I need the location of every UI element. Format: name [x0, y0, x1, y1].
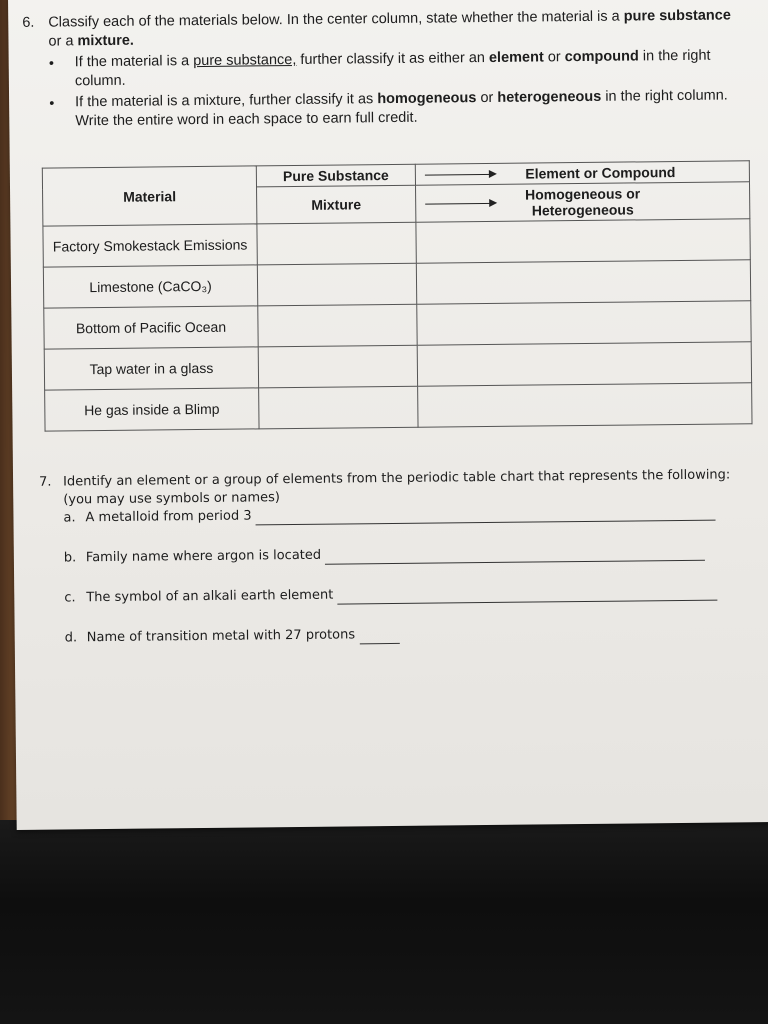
material-cell: Limestone (CaCO₃): [43, 265, 257, 308]
table-row: [45, 383, 752, 431]
sub-question-d: d. Name of transition metal with 27 protons: [65, 622, 761, 647]
header-material: Material: [42, 166, 257, 226]
classification-answer-cell[interactable]: [258, 304, 417, 347]
header-mixture: Mixture: [257, 185, 416, 224]
material-cell: Factory Smokestack Emissions: [43, 224, 257, 267]
subclassification-answer-cell[interactable]: [417, 301, 751, 345]
question-number: 7.: [39, 474, 52, 490]
sub-question-b: b. Family name where argon is located: [64, 542, 760, 567]
classification-table: [42, 160, 753, 431]
question-7-prompt: Identify an element or a group of elements from the periodic table chart that represents the following: (you may use symbols or names): [63, 467, 731, 508]
sub-question-a: a. A metalloid from period 3: [63, 502, 759, 527]
material-cell: He gas inside a Blimp: [45, 388, 259, 431]
header-element-or-compound: Element or Compound: [415, 161, 749, 185]
answer-line[interactable]: [256, 508, 716, 526]
answer-line[interactable]: [325, 548, 705, 565]
worksheet-page: [8, 0, 768, 830]
question-7: [39, 466, 761, 648]
classification-answer-cell[interactable]: [259, 386, 418, 429]
question-6-intro: Classify each of the materials below. In the center column, state whether the material is a pure substance or a mixture.: [48, 7, 731, 50]
header-homogeneous-heterogeneous: Homogeneous or Heterogeneous: [416, 182, 750, 222]
subclassification-answer-cell[interactable]: [417, 342, 751, 386]
classification-answer-cell[interactable]: [258, 345, 417, 388]
subclassification-answer-cell[interactable]: [418, 383, 752, 427]
sub-question-c: c. The symbol of an alkali earth element: [64, 582, 760, 607]
question-6: [22, 6, 743, 134]
classification-answer-cell[interactable]: [257, 222, 416, 265]
question-number: 6.: [22, 14, 35, 31]
background-bottom: [0, 820, 768, 1024]
material-cell: Bottom of Pacific Ocean: [44, 306, 258, 349]
instruction-item: ● If the material is a mixture, further classify it as homogeneous or heterogeneous in the right column. Write the entire word in each space to earn full credit.: [49, 86, 743, 131]
answer-line[interactable]: [359, 631, 399, 644]
subclassification-answer-cell[interactable]: [416, 260, 750, 304]
classification-answer-cell[interactable]: [257, 263, 416, 306]
header-pure-substance: Pure Substance: [256, 164, 415, 187]
instruction-list: [23, 46, 744, 132]
answer-line[interactable]: [337, 588, 717, 605]
subclassification-answer-cell[interactable]: [416, 219, 750, 263]
material-cell: Tap water in a glass: [44, 347, 258, 390]
instruction-item: ● If the material is a pure substance, further classify it as either an element or compound in the right column.: [49, 46, 743, 91]
